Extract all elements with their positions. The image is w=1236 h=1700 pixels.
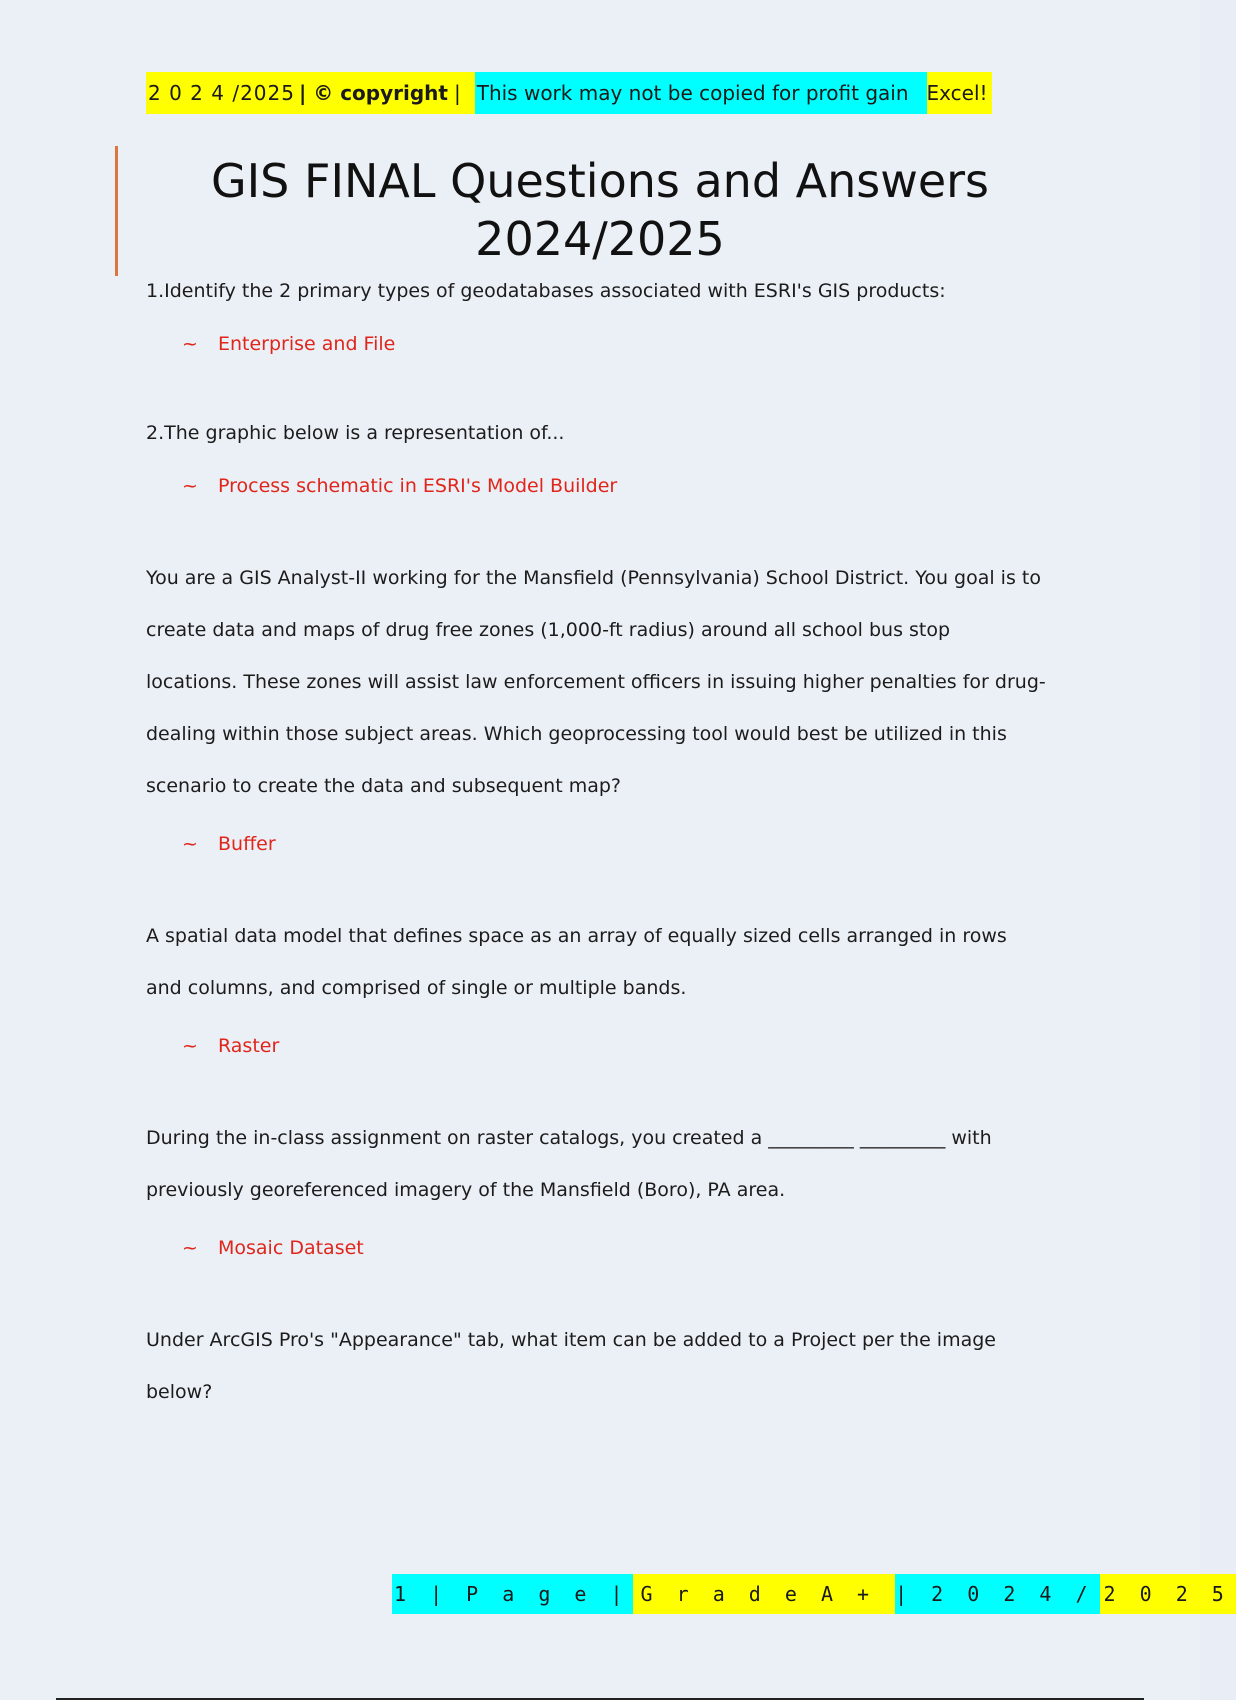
answer-text: Buffer <box>218 833 276 855</box>
answer-marker: ~ <box>182 333 198 355</box>
title-line-2: 2024/2025 <box>475 212 725 266</box>
answer-4 <box>146 1026 1046 1066</box>
header-notice: This work may not be copied for profit gain <box>475 72 927 114</box>
answer-2 <box>146 466 1046 506</box>
qa-content <box>146 270 1046 1418</box>
page-footer <box>392 1574 1236 1614</box>
title-accent-bar <box>115 146 118 276</box>
answer-marker: ~ <box>182 1035 198 1057</box>
footer-page-number: 1 | P a g e | <box>392 1574 633 1614</box>
copyright-header <box>146 72 992 114</box>
question-6: Under ArcGIS Pro's "Appearance" tab, what item can be added to a Project per the image below? <box>146 1329 996 1403</box>
answer-text: Process schematic in ESRI's Model Builder <box>218 475 618 497</box>
question-1: 1.Identify the 2 primary types of geodatabases associated with ESRI's GIS products: <box>146 280 946 302</box>
footer-year-a: | 2 0 2 4 / <box>895 1574 1099 1614</box>
footer-year-b: 2 0 2 5 <box>1100 1574 1236 1614</box>
page-title <box>130 152 1070 268</box>
question-5: During the in-class assignment on raster catalogs, you created a _________ _________ with previously georeferenced imagery of the Mansfield (Boro), PA area. <box>146 1127 992 1201</box>
header-excel: Excel! <box>927 72 992 114</box>
answer-5 <box>146 1228 1046 1268</box>
answer-text: Raster <box>218 1035 280 1057</box>
answer-text: Enterprise and File <box>218 333 396 355</box>
answer-3 <box>146 824 1046 864</box>
header-separator: | <box>454 72 475 114</box>
answer-marker: ~ <box>182 833 198 855</box>
answer-marker: ~ <box>182 1237 198 1259</box>
header-year: 2 0 2 4 /2025 <box>146 72 295 114</box>
answer-1 <box>146 324 1046 364</box>
header-copyright: | © copyright <box>295 72 454 114</box>
answer-text: Mosaic Dataset <box>218 1237 364 1259</box>
title-line-1: GIS FINAL Questions and Answers <box>210 154 990 208</box>
footer-grade: G r a d e A + <box>633 1574 896 1614</box>
question-4: A spatial data model that defines space as an array of equally sized cells arranged in rows and columns, and comprised of single or multiple bands. <box>146 925 1007 999</box>
answer-marker: ~ <box>182 475 198 497</box>
question-2: 2.The graphic below is a representation of... <box>146 422 565 444</box>
question-3: You are a GIS Analyst-II working for the Mansfield (Pennsylvania) School District. You goal is to create data and maps of drug free zones (1,000-ft radius) around all school bus stop locations. These zones will assist law enforcement officers in issuing higher penalties for drug-dealing within those subject areas. Which geoprocessing tool would best be utilized in this scenario to create the data and subsequent map? <box>146 567 1046 797</box>
